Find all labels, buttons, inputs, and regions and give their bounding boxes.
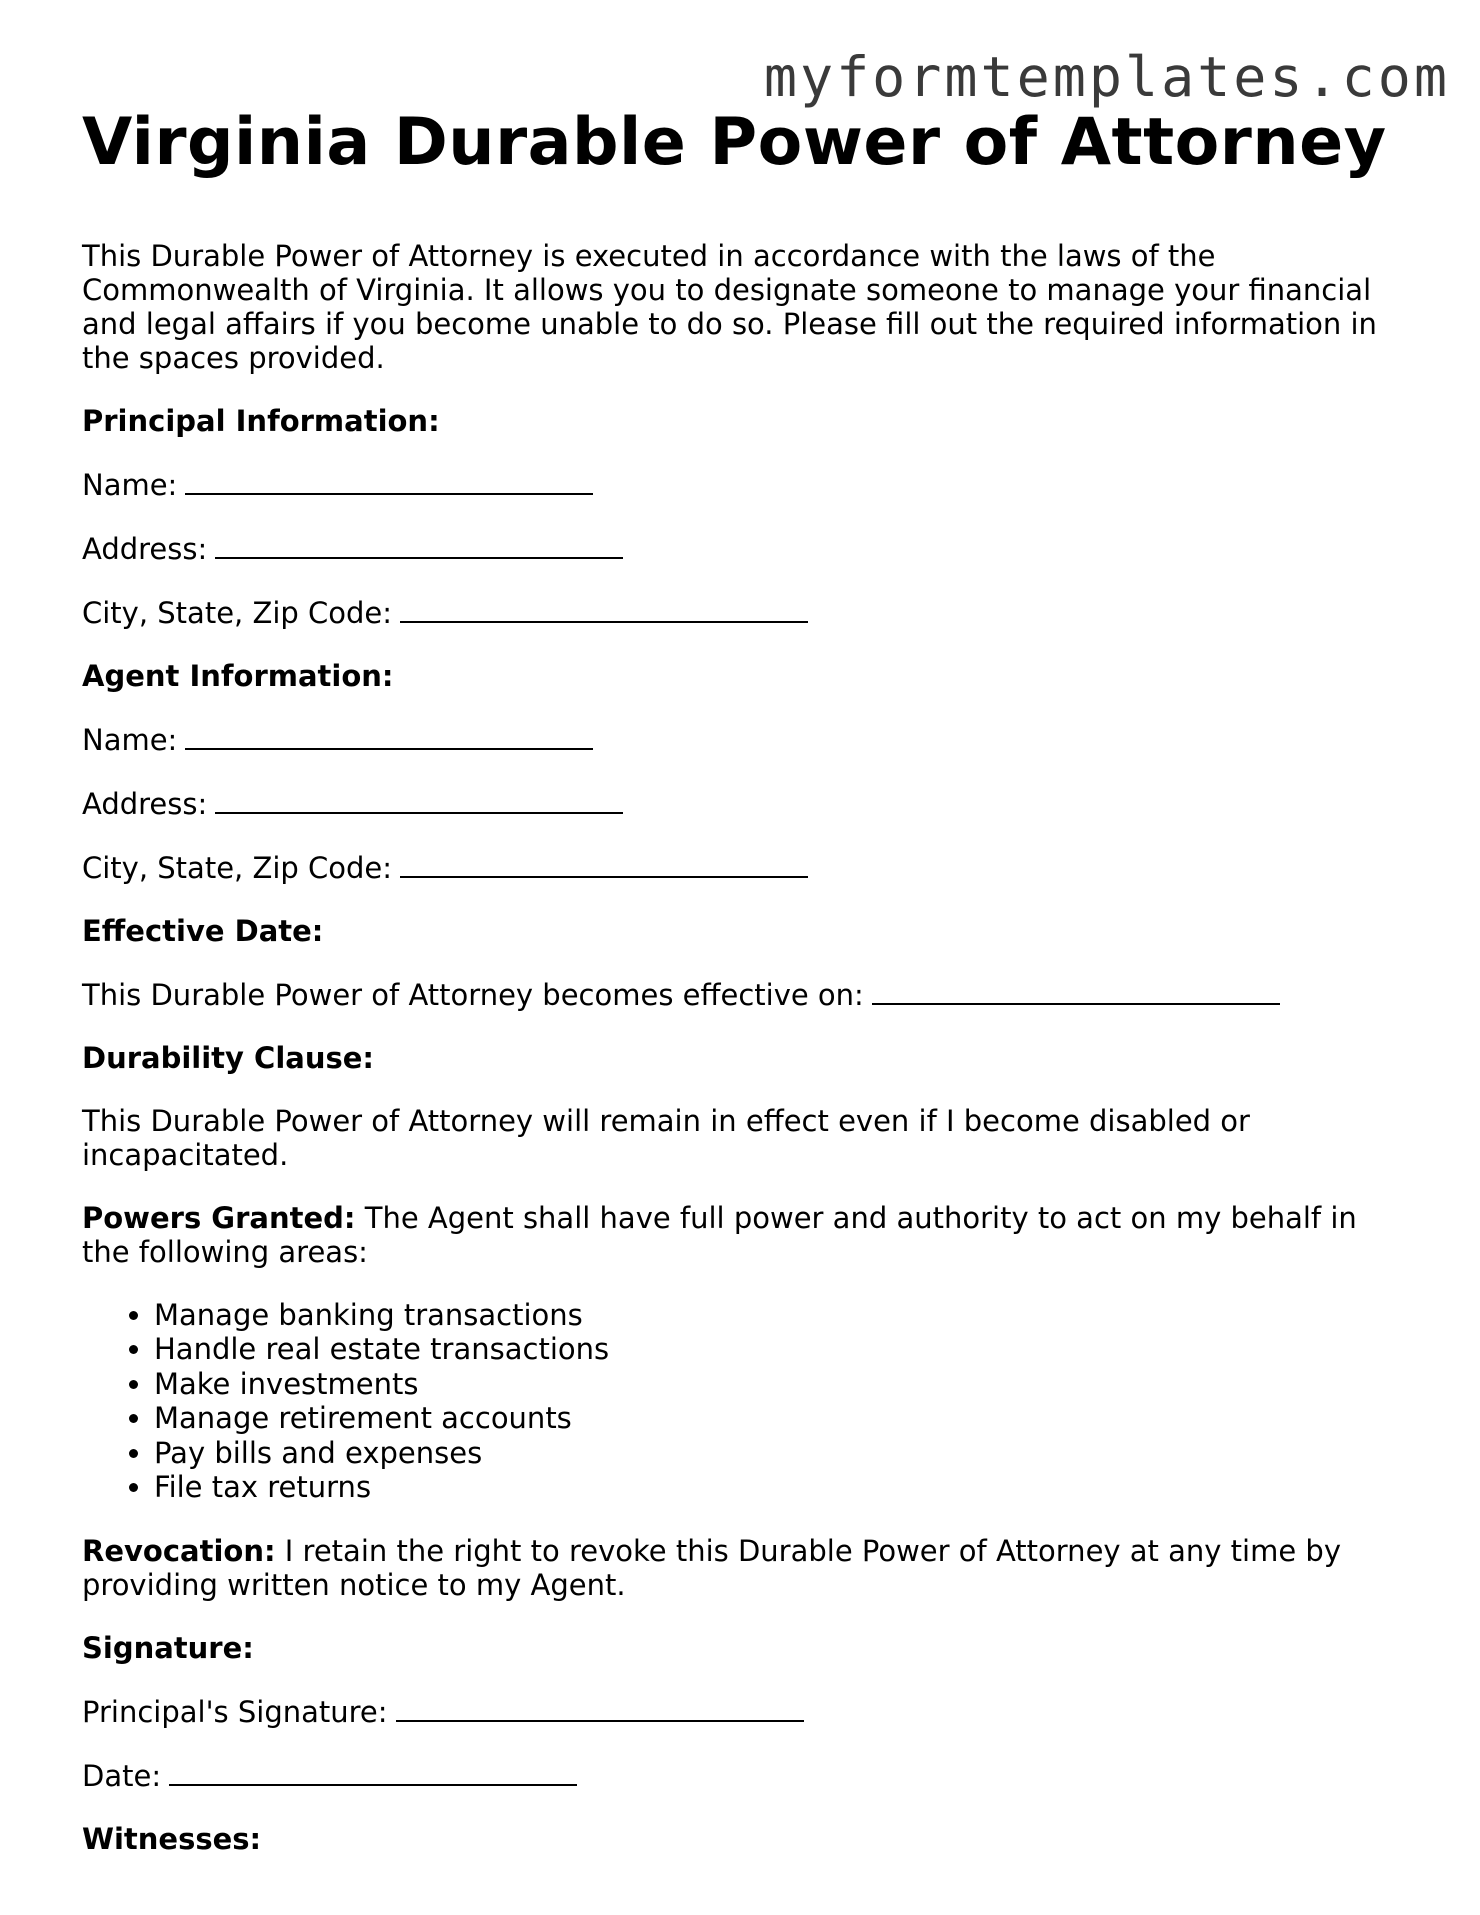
signature-date-blank[interactable]	[169, 1758, 577, 1786]
site-watermark: myformtemplates.com	[763, 45, 1450, 109]
agent-name-blank[interactable]	[185, 722, 593, 750]
agent-address-label: Address:	[82, 786, 208, 821]
list-item: • Make investments	[154, 1367, 1402, 1402]
effective-date-label: This Durable Power of Attorney becomes effective on:	[82, 977, 864, 1012]
effective-date-field	[82, 977, 1402, 1012]
list-item: • Manage retirement accounts	[154, 1401, 1402, 1436]
document-page	[82, 106, 1402, 1856]
agent-name-field	[82, 722, 1402, 757]
intro-paragraph: This Durable Power of Attorney is executed in accordance with the laws of the Commonwealth of Virginia. It allows you to designate someone to manage your financial and legal affairs if you become unable to do so. Please fill out the required information in the spaces provided.	[82, 238, 1377, 375]
agent-address-blank[interactable]	[215, 786, 623, 814]
list-item: • Handle real estate transactions	[154, 1332, 1402, 1367]
revocation-paragraph	[82, 1534, 1402, 1602]
agent-city-blank[interactable]	[400, 850, 808, 878]
durability-text: This Durable Power of Attorney will remain in effect even if I become disabled or incapacitated.	[82, 1103, 1250, 1172]
witnesses-heading: Witnesses:	[82, 1821, 262, 1856]
principal-address-blank[interactable]	[215, 531, 623, 559]
principal-name-blank[interactable]	[185, 467, 593, 495]
agent-name-label: Name:	[82, 722, 178, 757]
document-title: Virginia Durable Power of Attorney	[82, 105, 1387, 180]
signature-date-label: Date:	[82, 1758, 162, 1793]
agent-city-label: City, State, Zip Code:	[82, 850, 393, 885]
principal-name-field	[82, 467, 1402, 502]
powers-list	[82, 1298, 1402, 1505]
principal-signature-label: Principal's Signature:	[82, 1694, 388, 1729]
principal-city-label: City, State, Zip Code:	[82, 595, 393, 630]
effective-heading: Effective Date:	[82, 913, 324, 948]
principal-name-label: Name:	[82, 467, 178, 502]
agent-heading: Agent Information:	[82, 658, 394, 693]
powers-text: The Agent shall have full power and authority to act on my behalf in the following areas:	[82, 1200, 1357, 1269]
principal-signature-field	[82, 1694, 1402, 1729]
principal-heading: Principal Information:	[82, 403, 440, 438]
signature-date-field	[82, 1758, 1402, 1793]
principal-signature-blank[interactable]	[396, 1694, 804, 1722]
principal-address-label: Address:	[82, 531, 208, 566]
principal-city-blank[interactable]	[400, 595, 808, 623]
powers-paragraph	[82, 1201, 1402, 1269]
list-item: • File tax returns	[154, 1470, 1402, 1505]
principal-address-field	[82, 531, 1402, 566]
revocation-heading: Revocation:	[82, 1533, 276, 1568]
signature-heading: Signature:	[82, 1630, 254, 1665]
revocation-text: I retain the right to revoke this Durable Power of Attorney at any time by providing written notice to my Agent.	[82, 1533, 1341, 1602]
agent-address-field	[82, 786, 1402, 821]
agent-city-field	[82, 850, 1402, 885]
principal-city-field	[82, 595, 1402, 630]
list-item: • Manage banking transactions	[154, 1298, 1402, 1333]
durability-heading: Durability Clause:	[82, 1040, 374, 1075]
list-item: • Pay bills and expenses	[154, 1436, 1402, 1471]
powers-heading: Powers Granted:	[82, 1200, 356, 1235]
effective-date-blank[interactable]	[872, 977, 1280, 1005]
